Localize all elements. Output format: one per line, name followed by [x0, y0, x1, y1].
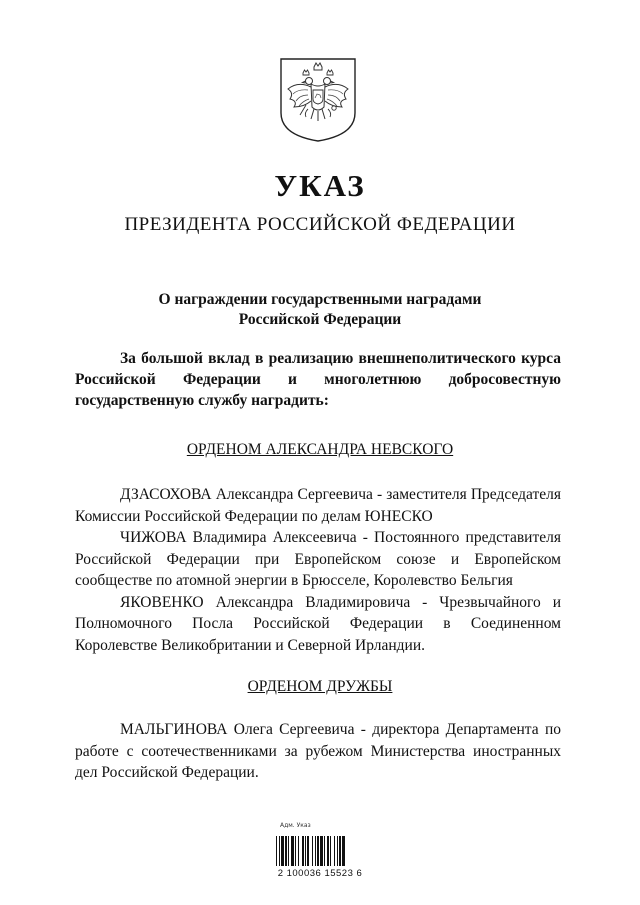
coat-of-arms-icon	[278, 57, 358, 143]
barcode-bar	[337, 836, 338, 866]
barcode-bar	[320, 836, 323, 866]
barcode-bar	[317, 836, 319, 866]
awardees-list-friendship	[75, 719, 561, 784]
subject-line: Российской Федерации	[238, 311, 402, 328]
barcode-bar	[298, 836, 299, 866]
barcode-bar	[302, 836, 304, 866]
awardee-entry: ЧИЖОВА Владимира Алексеевича - Постоянного представителя Российской Федерации при Европейском союзе и Европейском сообществе по атомной энергии в Брюсселе, Королевство Бельгия	[75, 529, 561, 589]
awardee-entry: МАЛЬГИНОВА Олега Сергеевича - директора Департамента по работе с соотечественниками за рубежом Министерства иностранных дел Российской Федерации.	[75, 721, 561, 781]
barcode-bar	[342, 836, 345, 866]
barcode-bar	[324, 836, 325, 866]
barcode-tag: Адм. Указ	[280, 822, 311, 829]
barcode-bar	[334, 836, 335, 866]
awardee-entry: ДЗАСОХОВА Александра Сергеевича - заместителя Председателя Комиссии Российской Федерации по делам ЮНЕСКО	[75, 486, 561, 525]
barcode-bar	[330, 836, 331, 866]
barcode-number: 2 100036 15523 6	[277, 868, 363, 879]
barcode-bar	[279, 836, 280, 866]
barcode-bar	[281, 836, 284, 866]
document-issuer-heading: ПРЕЗИДЕНТА РОССИЙСКОЙ ФЕДЕРАЦИИ	[124, 214, 516, 235]
decree-subject	[100, 290, 540, 330]
barcode	[262, 818, 378, 886]
barcode-bar	[315, 836, 316, 866]
subject-line: О награждении государственными наградами	[158, 291, 482, 308]
barcode-bar	[291, 836, 294, 866]
barcode-bar	[312, 836, 313, 866]
barcode-bar	[295, 836, 296, 866]
barcode-bar	[327, 836, 329, 866]
awardees-list-nevsky	[75, 484, 561, 656]
barcode-bar	[339, 836, 341, 866]
barcode-bar	[305, 836, 306, 866]
barcode-bar	[307, 836, 309, 866]
awardee-entry: ЯКОВЕНКО Александра Владимировича - Чрезвычайного и Полномочного Посла Российской Федерации в Соединенном Королевстве Великобритании и Северной Ирландии.	[75, 593, 561, 654]
barcode-bar	[276, 836, 277, 866]
preamble-paragraph: За большой вклад в реализацию внешнеполитического курса Российской Федерации и многолетнюю добросовестную государственную службу наградить:	[75, 350, 561, 409]
barcode-bar	[288, 836, 289, 866]
barcode-bar	[285, 836, 287, 866]
order-title-nevsky: ОРДЕНОМ АЛЕКСАНДРА НЕВСКОГО	[186, 441, 454, 458]
document-type-heading: УКАЗ	[274, 168, 366, 203]
barcode-bars	[262, 830, 378, 870]
order-title-friendship: ОРДЕНОМ ДРУЖБЫ	[247, 678, 393, 695]
